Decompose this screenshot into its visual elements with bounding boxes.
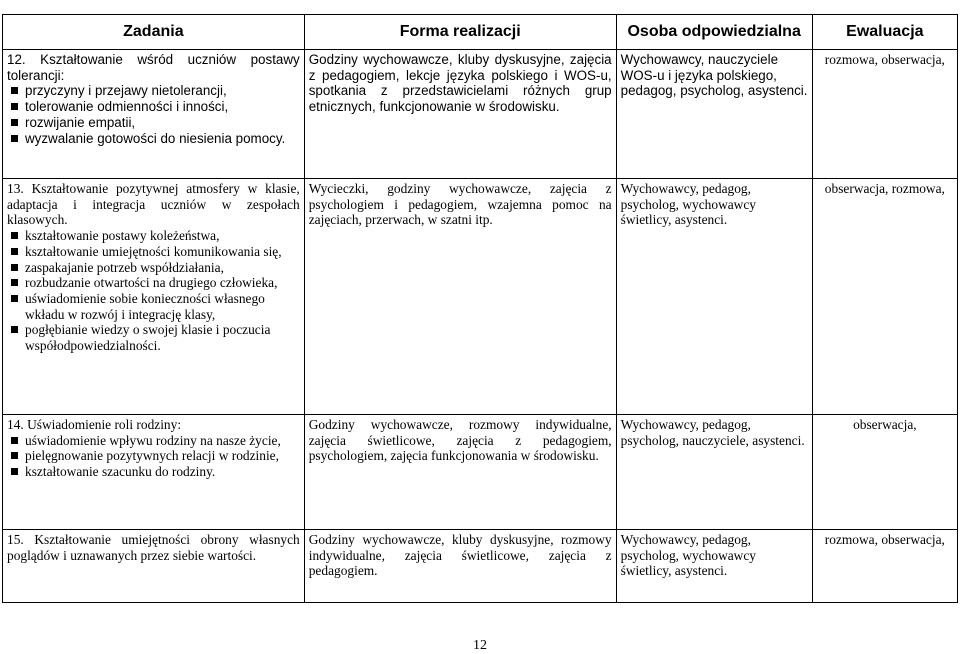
bullet-icon (11, 437, 18, 444)
task-cell (3, 179, 305, 415)
list-item: pogłębianie wiedzy o swojej klasie i poczucia współodpowiedzialności. (25, 322, 300, 353)
responsible-cell: Wychowawcy, nauczyciele WOS-u i języka polskiego, pedagog, psycholog, asystenci. (616, 50, 812, 179)
responsible-cell: Wychowawcy, pedagog, psycholog, nauczyciele, asystenci. (616, 415, 812, 530)
bullet-icon (11, 103, 18, 110)
task-cell (3, 50, 305, 179)
list-item: rozwijanie empatii, (25, 115, 300, 131)
list-item: kształtowanie szacunku do rodziny. (25, 464, 300, 480)
evaluation-cell: rozmowa, obserwacja, (812, 50, 957, 179)
bullet-icon (11, 264, 18, 271)
table-row (3, 415, 958, 530)
bullet-icon (11, 295, 18, 302)
header-row (3, 15, 958, 50)
header-form: Forma realizacji (304, 15, 616, 50)
plan-table (2, 14, 958, 603)
table-row (3, 50, 958, 179)
list-item: kształtowanie postawy koleżeństwa, (25, 228, 300, 244)
form-cell: Godziny wychowawcze, rozmowy indywidualne, zajęcia świetlicowe, zajęcia z pedagogiem, psychologiem, zajęcia funkcjonowania w środowisku. (304, 415, 616, 530)
list-item: uświadomienie sobie konieczności własnego wkładu w rozwój i integrację klasy, (25, 291, 300, 322)
evaluation-cell: obserwacja, (812, 415, 957, 530)
list-item: rozbudzanie otwartości na drugiego człowieka, (25, 275, 300, 291)
list-item: pielęgnowanie pozytywnych relacji w rodzinie, (25, 448, 300, 464)
list-item: tolerowanie odmienności i inności, (25, 99, 300, 115)
task-list (7, 433, 300, 480)
header-responsible: Osoba odpowiedzialna (616, 15, 812, 50)
form-cell: Godziny wychowawcze, kluby dyskusyjne, rozmowy indywidualne, zajęcia świetlicowe, zajęcia z pedagogiem. (304, 530, 616, 603)
evaluation-cell: rozmowa, obserwacja, (812, 530, 957, 603)
task-title: 12. Kształtowanie wśród uczniów postawy tolerancji: (7, 52, 300, 83)
list-item: przyczyny i przejawy nietolerancji, (25, 83, 300, 99)
header-tasks: Zadania (3, 15, 305, 50)
form-cell: Wycieczki, godziny wychowawcze, zajęcia z psychologiem i pedagogiem, wzajemna pomoc na zajęciach, przerwach, w szatni itp. (304, 179, 616, 415)
list-item: kształtowanie umiejętności komunikowania się, (25, 244, 300, 260)
task-title: 14. Uświadomienie roli rodziny: (7, 417, 182, 432)
table-row (3, 179, 958, 415)
task-list (7, 228, 300, 354)
form-cell: Godziny wychowawcze, kluby dyskusyjne, zajęcia z pedagogiem, lekcje języka polskiego i WOS-u, spotkania z przedstawicielami różnych grup etnicznych, funkcjonowanie w środowisku. (304, 50, 616, 179)
list-item: uświadomienie wpływu rodziny na nasze życie, (25, 433, 300, 449)
task-cell: 15. Kształtowanie umiejętności obrony własnych poglądów i uznawanych przez siebie wartości. (3, 530, 305, 603)
bullet-icon (11, 87, 18, 94)
bullet-icon (11, 135, 18, 142)
responsible-cell: Wychowawcy, pedagog, psycholog, wychowawcy świetlicy, asystenci. (616, 530, 812, 603)
list-item: wyzwalanie gotowości do niesienia pomocy. (25, 131, 300, 147)
task-list (7, 83, 300, 146)
bullet-icon (11, 232, 18, 239)
task-title: 13. Kształtowanie pozytywnej atmosfery w klasie, adaptacja i integracja uczniów w zespołach klasowych. (7, 181, 300, 228)
bullet-icon (11, 279, 18, 286)
responsible-cell: Wychowawcy, pedagog, psycholog, wychowawcy świetlicy, asystenci. (616, 179, 812, 415)
bullet-icon (11, 452, 18, 459)
task-cell (3, 415, 305, 530)
evaluation-cell: obserwacja, rozmowa, (812, 179, 957, 415)
page-number: 12 (473, 638, 487, 653)
list-item: zaspakajanie potrzeb współdziałania, (25, 260, 300, 276)
bullet-icon (11, 248, 18, 255)
table-row (3, 530, 958, 603)
bullet-icon (11, 468, 18, 475)
bullet-icon (11, 119, 18, 126)
header-evaluation: Ewaluacja (812, 15, 957, 50)
bullet-icon (11, 326, 18, 333)
